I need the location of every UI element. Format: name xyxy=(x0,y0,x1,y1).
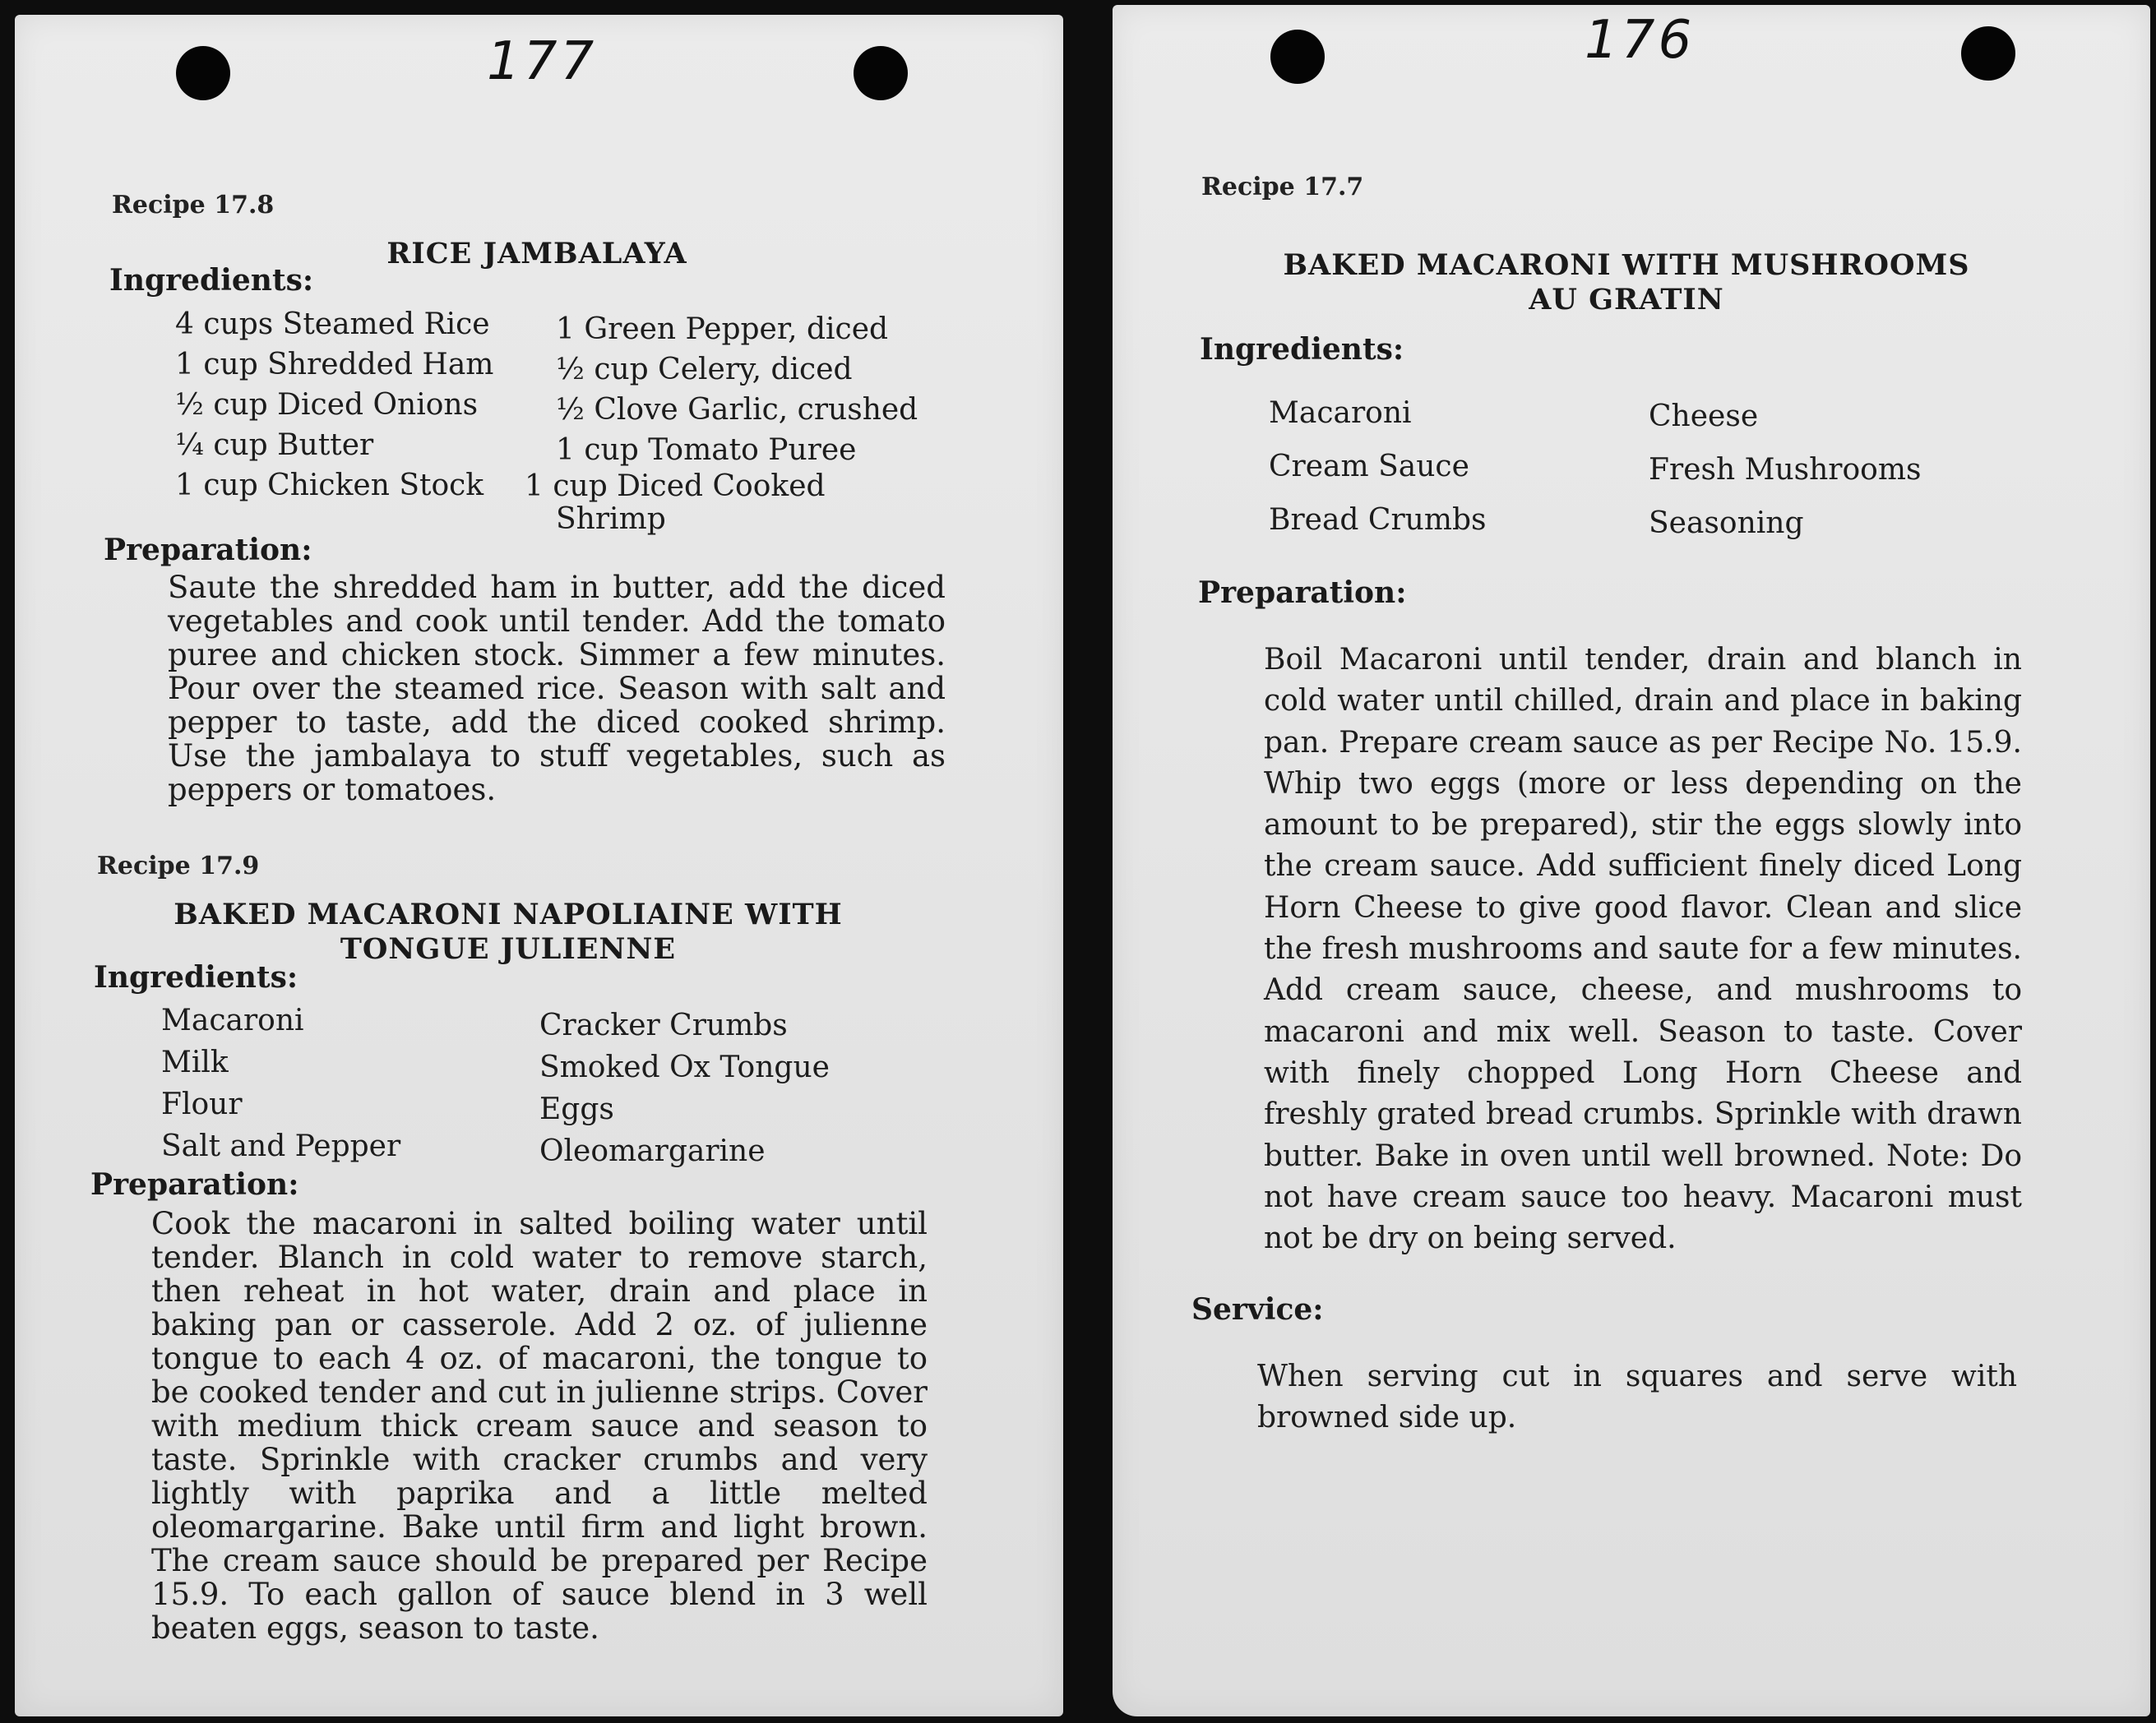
ingredient-item: 1 cup Diced Cooked Shrimp xyxy=(525,469,826,536)
ingredient-item: 1 Green Pepper, diced xyxy=(556,312,889,346)
ingredients-column-1 xyxy=(175,304,537,506)
ingredients-column-2 xyxy=(539,1005,918,1172)
ingredient-item: Eggs xyxy=(539,1092,614,1126)
ingredient-item: Oleomargarine xyxy=(539,1134,766,1168)
ingredient-item: Flour xyxy=(161,1088,243,1121)
ingredient-item: ¼ cup Butter xyxy=(175,428,374,462)
page-number: 176 xyxy=(1585,10,1696,71)
recipe-card-177 xyxy=(15,15,1063,1716)
ingredients-column-2 xyxy=(525,309,967,536)
recipe-number: Recipe 17.7 xyxy=(1201,173,1364,201)
ingredients-heading: Ingredients: xyxy=(1200,332,1404,367)
ingredient-item: Macaroni xyxy=(1269,396,1412,430)
recipe-title: RICE JAMBALAYA xyxy=(386,237,687,270)
recipe-card-176 xyxy=(1113,5,2150,1716)
preparation-text: Boil Macaroni until tender, drain and blanch in cold water until chilled, drain and place in baking pan. Prepare cream sauce as per Recipe No. 15.9. Whip two eggs (more or less depending on the amount to be prepared), stir the eggs slowly into the cream sauce. Add sufficient finely diced Long Horn Cheese to give good flavor. Clean and slice the fresh mushrooms and saute for a few minutes. Add cream sauce, cheese, and mushrooms to macaroni and mix well. Season to taste. Cover with finely chopped Long Horn Cheese and freshly grated bread crumbs. Sprinkle with drawn butter. Bake in oven until well browned. Note: Do not have cream sauce too heavy. Macaroni must not be dry on being served. xyxy=(1264,643,2022,1256)
ingredient-item: Smoked Ox Tongue xyxy=(539,1051,830,1084)
ingredient-item: 1 cup Chicken Stock xyxy=(175,469,484,502)
punch-hole-left xyxy=(1270,30,1325,84)
punch-hole-left xyxy=(176,46,230,100)
punch-hole-right xyxy=(854,46,908,100)
ingredient-item: Cream Sauce xyxy=(1269,450,1469,483)
ingredients-column-2 xyxy=(1649,390,1994,550)
ingredient-item: 4 cups Steamed Rice xyxy=(175,307,490,341)
ingredients-heading: Ingredients: xyxy=(109,263,314,298)
ingredient-item: Fresh Mushrooms xyxy=(1649,453,1922,487)
preparation-heading: Preparation: xyxy=(104,533,312,567)
ingredient-item: 1 cup Tomato Puree xyxy=(556,433,857,467)
preparation-heading: Preparation: xyxy=(90,1167,299,1202)
punch-hole-right xyxy=(1961,26,2015,81)
preparation-heading: Preparation: xyxy=(1198,575,1407,610)
ingredients-heading: Ingredients: xyxy=(94,960,298,995)
ingredient-item: Cracker Crumbs xyxy=(539,1009,788,1042)
ingredients-column-1 xyxy=(161,1000,507,1167)
preparation-text: Saute the shredded ham in butter, add the diced vegetables and cook until tender. Add the tomato puree and chicken stock. Simmer a few minutes. Pour over the steamed rice. Season with salt and pepper to taste, add the diced cooked shrimp. Use the jambalaya to stuff vegetables, such as peppers or tomatoes. xyxy=(168,570,946,807)
page-number: 177 xyxy=(487,31,598,92)
ingredient-item: Macaroni xyxy=(161,1004,304,1037)
service-heading: Service: xyxy=(1191,1292,1324,1327)
ingredient-item: Cheese xyxy=(1649,400,1759,433)
recipe-number: Recipe 17.8 xyxy=(112,191,275,219)
service-text: When serving cut in squares and serve with browned side up. xyxy=(1257,1360,2017,1435)
ingredient-item: ½ cup Celery, diced xyxy=(556,353,853,386)
ingredient-item: Bread Crumbs xyxy=(1269,503,1487,537)
recipe-title: BAKED MACARONI NAPOLIAINE WITH TONGUE JULIENNE xyxy=(173,898,843,966)
ingredient-item: Salt and Pepper xyxy=(161,1129,401,1163)
ingredient-item: Milk xyxy=(161,1046,229,1079)
ingredients-column-1 xyxy=(1269,386,1614,547)
ingredient-item: ½ Clove Garlic, crushed xyxy=(556,393,918,427)
recipe-title: BAKED MACARONI WITH MUSHROOMS AU GRATIN xyxy=(1283,248,1970,316)
ingredient-item: ½ cup Diced Onions xyxy=(175,388,479,422)
ingredient-item: 1 cup Shredded Ham xyxy=(175,348,494,381)
recipe-number: Recipe 17.9 xyxy=(97,852,260,880)
preparation-text: Cook the macaroni in salted boiling water until tender. Blanch in cold water to remove starch, then reheat in hot water, drain and place in baking pan or casserole. Add 2 oz. of julienne tongue to each 4 oz. of macaroni, the tongue to be cooked tender and cut in julienne strips. Cover with medium thick cream sauce and season to taste. Sprinkle with cracker crumbs and very lightly with paprika and a little melted oleomargarine. Bake until firm and light brown. The cream sauce should be prepared per Recipe 15.9. To each gallon of sauce blend in 3 well beaten eggs, season to taste. xyxy=(151,1206,928,1646)
ingredient-item: Seasoning xyxy=(1649,506,1804,540)
